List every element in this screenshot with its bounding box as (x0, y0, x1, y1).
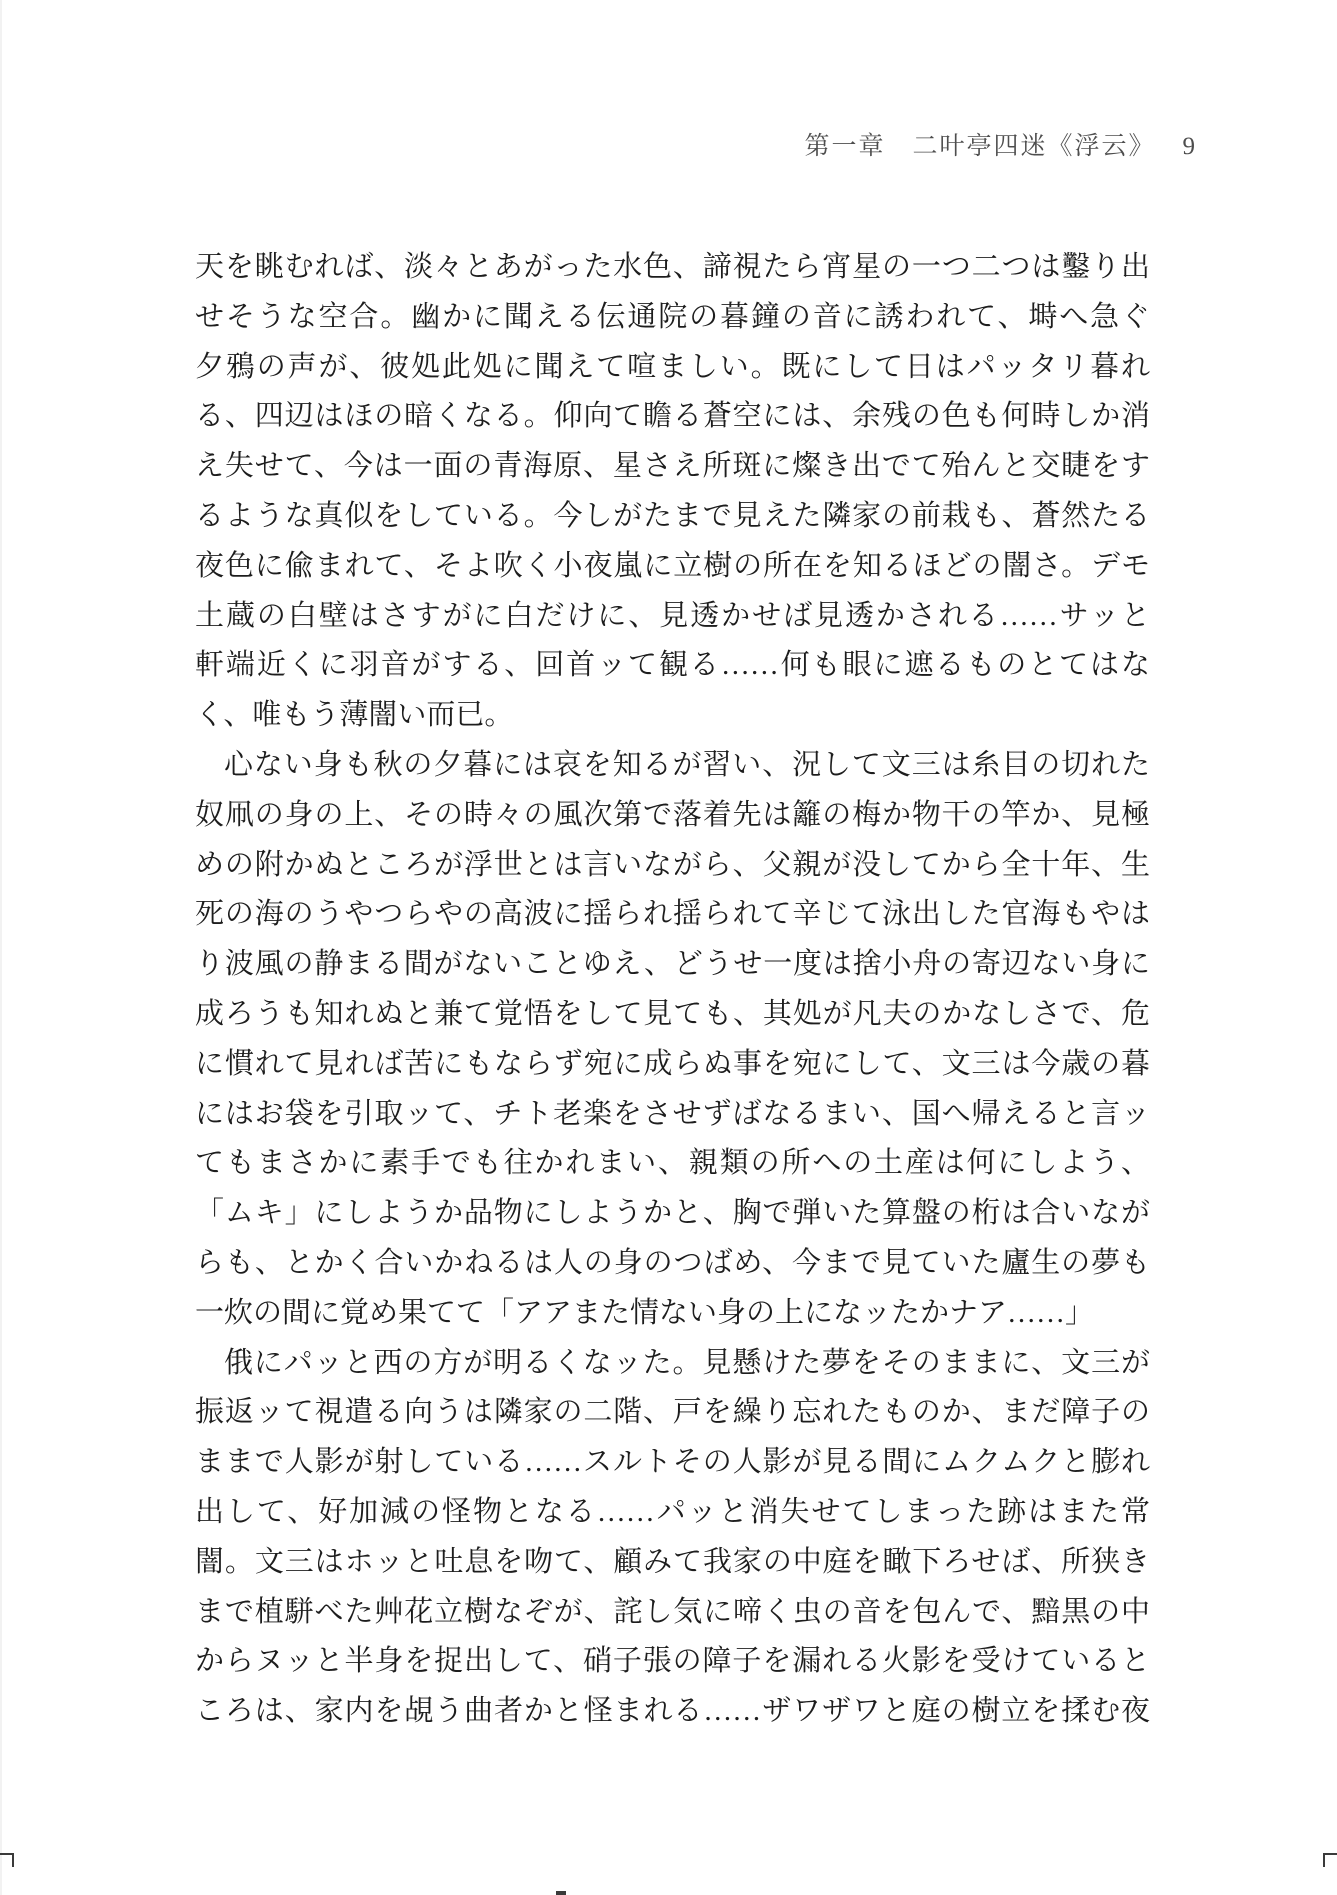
text-line: り波風の静まる間がないことゆえ、どうせ一度は捨小舟の寄辺ない身に (195, 948, 1150, 981)
running-head (195, 126, 1195, 162)
paragraph (195, 1339, 1150, 1737)
text-line: らも、とかく合いかねるは人の身のつばめ、今まで見ていた廬生の夢も (195, 1246, 1150, 1279)
page-number: 9 (1182, 133, 1195, 160)
text-line: 夜色に偸まれて、そよ吹く小夜嵐に立樹の所在を知るほどの闇さ。デモ (195, 549, 1150, 582)
paragraph (195, 741, 1150, 1339)
text-line: 「ムキ」にしようか品物にしようかと、胸で弾いた算盤の桁は合いなが (195, 1197, 1150, 1230)
text-line: 天を眺むれば、淡々とあがった水色、諦視たら宵星の一つ二つは鑿り出 (195, 251, 1150, 283)
crop-mark-icon (12, 1853, 14, 1867)
text-line: まで植駢べた艸花立樹なぞが、詫し気に啼く虫の音を包んで、黯黒の中 (195, 1595, 1150, 1628)
text-line: 死の海のうやつらやの高波に揺られ揺られて辛じて泳出した官海もやは (195, 898, 1150, 931)
text-line: 心ない身も秋の夕暮には哀を知るが習い、況して文三は糸目の切れた (224, 748, 1150, 781)
text-line: る、四辺はほの暗くなる。仰向て瞻る蒼空には、余残の色も何時しか消 (195, 400, 1150, 433)
text-line: く、唯もう薄闇い而已。 (195, 699, 514, 732)
text-line: 奴凧の身の上、その時々の風次第で落着先は籬の梅か物干の竿か、見極 (195, 798, 1150, 831)
text-line: え失せて、今は一面の青海原、星さえ所斑に燦き出でて殆んと交睫をす (195, 450, 1150, 483)
text-line: 軒端近くに羽音がする、回首ッて観る……何も眼に遮るものとてはな (195, 649, 1150, 682)
text-line: ころは、家内を覘う曲者かと怪まれる……ザワザワと庭の樹立を揉む夜 (195, 1695, 1150, 1728)
text-line: 俄にパッと西の方が明るくなッた。見懸けた夢をそのままに、文三が (224, 1346, 1150, 1379)
text-line: に慣れて見れば苦にもならず宛に成らぬ事を宛にして、文三は今歳の暮 (195, 1047, 1150, 1080)
text-line: めの附かぬところが浮世とは言いながら、父親が没してから全十年、生 (195, 848, 1150, 881)
text-line: るような真似をしている。今しがたまで見えた隣家の前栽も、蒼然たる (195, 499, 1150, 532)
text-line: ままで人影が射している……スルトその人影が見る間にムクムクと膨れ (195, 1446, 1150, 1479)
crop-mark-icon (1323, 1853, 1325, 1867)
text-line: 土蔵の白壁はさすがに白だけに、見透かせば見透かされる……サッと (195, 599, 1150, 632)
text-line: 成ろうも知れぬと兼て覚悟をして見ても、其処が凡夫のかなしさで、危 (195, 997, 1150, 1030)
text-line: にはお袋を引取ッて、チト老楽をさせずばなるまい、国へ帰えると言ッ (195, 1097, 1150, 1130)
body-text (195, 243, 1150, 1737)
text-line: 闇。文三はホッと吐息を吻て、顧みて我家の中庭を瞰下ろせば、所狭き (195, 1545, 1150, 1578)
text-line: せそうな空合。幽かに聞える伝通院の暮鐘の音に誘われて、塒へ急ぐ (195, 300, 1150, 333)
text-line: 出して、好加減の怪物となる……パッと消失せてしまった跡はまた常 (195, 1495, 1150, 1528)
text-line: 振返ッて視遣る向うは隣家の二階、戸を繰り忘れたものか、まだ障子の (195, 1396, 1150, 1429)
text-line: からヌッと半身を捉出して、硝子張の障子を漏れる火影を受けていると (195, 1645, 1150, 1678)
text-line: てもまさかに素手でも往かれまい、親類の所への土産は何にしよう、 (195, 1147, 1150, 1180)
text-line: 夕鴉の声が、彼処此処に聞えて喧ましい。既にして日はパッタリ暮れ (195, 350, 1150, 383)
crop-mark-icon (556, 1891, 566, 1895)
crop-mark-icon (1323, 1853, 1337, 1855)
paragraph (195, 243, 1150, 741)
text-line: 一炊の間に覚め果てて「アアまた情ない身の上になッたかナア……」 (195, 1296, 1095, 1329)
chapter-title: 第一章 二叶亭四迷《浮云》 (804, 133, 1156, 160)
